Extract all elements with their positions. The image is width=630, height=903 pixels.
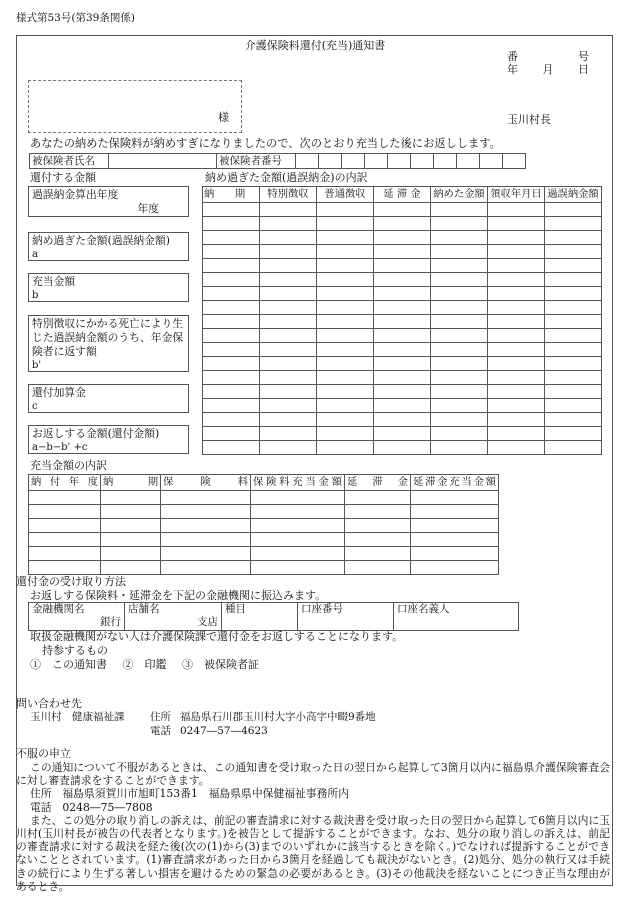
- table-cell[interactable]: [260, 371, 317, 385]
- insured-number-digit[interactable]: [388, 154, 411, 169]
- table-cell[interactable]: [431, 301, 488, 315]
- table-cell[interactable]: [545, 259, 602, 273]
- bring-items-list: [30, 658, 269, 671]
- refund-box-additional[interactable]: [28, 384, 189, 413]
- table-cell[interactable]: [161, 533, 251, 547]
- table-cell[interactable]: [345, 533, 411, 547]
- insured-number-digit[interactable]: [342, 154, 365, 169]
- objection-address-label: 住所: [30, 787, 52, 801]
- table-cell[interactable]: [203, 301, 260, 315]
- table-cell[interactable]: [411, 561, 499, 575]
- refund-box-sub: b: [32, 290, 39, 301]
- table-cell[interactable]: [411, 491, 499, 505]
- table-cell[interactable]: [29, 533, 101, 547]
- table-cell[interactable]: [411, 547, 499, 561]
- allocation-row: [29, 519, 499, 533]
- addressee-suffix: 様: [218, 111, 229, 124]
- table-cell[interactable]: [488, 301, 545, 315]
- table-cell[interactable]: [431, 315, 488, 329]
- table-cell[interactable]: [431, 343, 488, 357]
- overpaid-row: [203, 357, 602, 371]
- column-header: 延滞金充当金額: [411, 475, 499, 491]
- column-header: 納付年度: [29, 475, 101, 491]
- allocation-row: [29, 547, 499, 561]
- contact-phone: 0247―57―4623: [180, 725, 268, 737]
- branch-name-label: 店舗名: [128, 603, 160, 615]
- table-cell[interactable]: [431, 273, 488, 287]
- contact-address-label: 住所: [150, 711, 171, 723]
- table-cell[interactable]: [260, 357, 317, 371]
- table-cell[interactable]: [431, 287, 488, 301]
- overpaid-row: [203, 273, 602, 287]
- table-cell[interactable]: [488, 385, 545, 399]
- overpaid-row: [203, 217, 602, 231]
- table-cell[interactable]: [317, 231, 374, 245]
- objection-address-line: [16, 787, 610, 800]
- objection-paragraph-2: また、この処分の取り消しの訴えは、前記の審査請求に対する裁決書を受け取った日の翌日から起算して6箇月以内に玉川村(玉川村長が被告の代表者となります。)を被告として提訴することができます。なお、処分の取り消しの訴えは、前記の審査請求に対する裁決を経た後(次の(1)から(3)までのいずれかに該当するときを除く。)でなければ提訴することができないこととされています。(1)審査請求があった日から3箇月を経過しても裁決がないとき。(2)処分、処分の執行又は手続きの続行により生ずる著しい損害を避けるための緊急の必要があるとき。(3)その他裁決を経ないことにつき正当な理由があるとき。: [16, 813, 610, 893]
- table-cell[interactable]: [545, 203, 602, 217]
- table-cell[interactable]: [203, 357, 260, 371]
- table-cell[interactable]: [411, 533, 499, 547]
- table-cell[interactable]: [203, 315, 260, 329]
- insured-number-digit[interactable]: [411, 154, 434, 169]
- table-cell[interactable]: [545, 287, 602, 301]
- table-cell[interactable]: [260, 441, 317, 455]
- table-cell[interactable]: [317, 259, 374, 273]
- table-cell[interactable]: [345, 505, 411, 519]
- allocation-row: [29, 533, 499, 547]
- account-type-field[interactable]: [222, 603, 298, 631]
- table-cell[interactable]: [545, 245, 602, 259]
- table-cell[interactable]: [260, 301, 317, 315]
- table-cell[interactable]: [203, 427, 260, 441]
- table-cell[interactable]: [431, 399, 488, 413]
- table-cell[interactable]: [545, 273, 602, 287]
- table-cell[interactable]: [345, 547, 411, 561]
- table-cell[interactable]: [317, 399, 374, 413]
- table-cell[interactable]: [203, 385, 260, 399]
- table-cell[interactable]: [345, 561, 411, 575]
- table-cell[interactable]: [545, 301, 602, 315]
- form-number: 様式第53号(第39条関係): [16, 12, 135, 24]
- document-title: 介護保険料還付(充当)通知書: [244, 39, 386, 52]
- table-cell[interactable]: [488, 441, 545, 455]
- overpaid-row: [203, 329, 602, 343]
- overpaid-row: [203, 287, 602, 301]
- table-cell[interactable]: [260, 385, 317, 399]
- table-cell[interactable]: [431, 385, 488, 399]
- refund-box-sub: a: [32, 249, 38, 260]
- table-cell[interactable]: [101, 491, 161, 505]
- table-cell[interactable]: [203, 259, 260, 273]
- table-cell[interactable]: [488, 329, 545, 343]
- table-cell[interactable]: [545, 357, 602, 371]
- table-cell[interactable]: [251, 547, 345, 561]
- table-cell[interactable]: [374, 203, 431, 217]
- objection-text: [16, 761, 610, 893]
- intro-text: あなたの納めた保険料が納めすぎになりましたので、次のとおり充当した後にお返しします。: [30, 137, 501, 150]
- table-cell[interactable]: [488, 273, 545, 287]
- table-cell[interactable]: [161, 561, 251, 575]
- table-cell[interactable]: [374, 399, 431, 413]
- table-cell[interactable]: [260, 245, 317, 259]
- table-cell[interactable]: [260, 315, 317, 329]
- table-cell[interactable]: [431, 217, 488, 231]
- overpaid-row: [203, 343, 602, 357]
- table-cell[interactable]: [317, 273, 374, 287]
- table-cell[interactable]: [161, 547, 251, 561]
- overpaid-row: [203, 245, 602, 259]
- refund-box-label: お返しする金額(還付金額): [32, 427, 160, 440]
- table-cell[interactable]: [488, 357, 545, 371]
- table-cell[interactable]: [317, 371, 374, 385]
- table-cell[interactable]: [488, 343, 545, 357]
- table-cell[interactable]: [203, 399, 260, 413]
- overpaid-row: [203, 259, 602, 273]
- table-cell[interactable]: [29, 519, 101, 533]
- table-cell[interactable]: [488, 399, 545, 413]
- table-cell[interactable]: [203, 217, 260, 231]
- table-cell[interactable]: [317, 343, 374, 357]
- column-header: 納 期: [101, 475, 161, 491]
- refund-box-overpaid-amount[interactable]: [28, 232, 189, 261]
- table-cell[interactable]: [251, 561, 345, 575]
- table-cell[interactable]: [317, 329, 374, 343]
- table-cell[interactable]: [431, 259, 488, 273]
- table-cell[interactable]: [345, 491, 411, 505]
- overpaid-section-label: 納め過ぎた金額(過誤納金)の内訳: [205, 171, 368, 184]
- column-header: 保険料充当金額: [251, 475, 345, 491]
- table-cell[interactable]: [411, 505, 499, 519]
- refund-box-label: 還付加算金: [32, 386, 86, 399]
- insured-info-table: [29, 153, 526, 169]
- column-header: 保 険 料: [161, 475, 251, 491]
- column-header: 納 期: [203, 187, 260, 203]
- overpaid-row: [203, 399, 602, 413]
- table-cell[interactable]: [545, 371, 602, 385]
- table-cell[interactable]: [260, 203, 317, 217]
- table-cell[interactable]: [317, 301, 374, 315]
- table-cell[interactable]: [101, 547, 161, 561]
- table-cell[interactable]: [374, 217, 431, 231]
- overpaid-row: [203, 231, 602, 245]
- insured-number-digit[interactable]: [457, 154, 480, 169]
- document-number-date: [507, 50, 589, 76]
- table-cell[interactable]: [545, 441, 602, 455]
- table-cell[interactable]: [317, 413, 374, 427]
- table-cell[interactable]: [545, 413, 602, 427]
- table-cell[interactable]: [29, 505, 101, 519]
- table-cell[interactable]: [317, 385, 374, 399]
- table-cell[interactable]: [203, 231, 260, 245]
- column-header: 過誤納金額: [545, 187, 602, 203]
- insured-number-digit[interactable]: [296, 154, 319, 169]
- account-type-label: 種目: [225, 603, 246, 615]
- insured-number-digit[interactable]: [319, 154, 342, 169]
- table-cell[interactable]: [374, 315, 431, 329]
- account-number-field[interactable]: [298, 603, 394, 631]
- refund-box-label: 過誤納金算出年度: [32, 188, 119, 201]
- column-header: 領収年月日: [488, 187, 545, 203]
- table-cell[interactable]: [374, 259, 431, 273]
- table-cell[interactable]: [29, 547, 101, 561]
- bring-item: ① この通知書: [30, 658, 107, 671]
- insured-number-label: 被保険者番号: [217, 154, 296, 169]
- table-cell[interactable]: [203, 343, 260, 357]
- refund-box-sub: a−b−b' +c: [32, 442, 88, 453]
- table-cell[interactable]: [374, 287, 431, 301]
- table-cell[interactable]: [203, 413, 260, 427]
- table-cell[interactable]: [203, 203, 260, 217]
- table-cell[interactable]: [488, 231, 545, 245]
- branch-name-suffix: 支店: [197, 616, 218, 628]
- table-cell[interactable]: [488, 287, 545, 301]
- objection-paragraph-1: この通知について不服があるときは、この通知書を受け取った日の翌日から起算して3箇月以内に福島県介護保険審査会に対し審査請求をすることができます。: [16, 761, 610, 788]
- table-cell[interactable]: [317, 315, 374, 329]
- table-cell[interactable]: [374, 301, 431, 315]
- receive-method-description: お返しする保険料・延滞金を下記の金融機関に振込みます。: [30, 589, 327, 602]
- table-cell[interactable]: [317, 287, 374, 301]
- allocation-row: [29, 491, 499, 505]
- table-cell[interactable]: [431, 441, 488, 455]
- account-number-label: 口座番号: [301, 603, 343, 615]
- table-cell[interactable]: [374, 231, 431, 245]
- no-bank-note: 取扱金融機関がない人は介護保険課で還付金をお返しすることになります。: [30, 630, 404, 643]
- issuer-name: 玉川村長: [507, 113, 551, 126]
- table-cell[interactable]: [260, 343, 317, 357]
- branch-name-field[interactable]: [125, 603, 222, 631]
- table-cell[interactable]: [251, 491, 345, 505]
- table-cell[interactable]: [101, 505, 161, 519]
- table-cell[interactable]: [203, 287, 260, 301]
- refund-box-calc-year[interactable]: [28, 186, 189, 217]
- table-cell[interactable]: [374, 357, 431, 371]
- refund-box-total[interactable]: [28, 425, 189, 454]
- objection-phone: 0248―75―7808: [62, 800, 153, 814]
- table-cell[interactable]: [374, 329, 431, 343]
- column-header: 普通徴収: [317, 187, 374, 203]
- contact-phone-label: 電話: [150, 725, 171, 737]
- overpaid-row: [203, 371, 602, 385]
- bank-name-label: 金融機関名: [32, 603, 85, 615]
- insured-number-digit[interactable]: [480, 154, 503, 169]
- insured-number-digit[interactable]: [503, 154, 526, 169]
- table-cell[interactable]: [203, 245, 260, 259]
- table-cell[interactable]: [203, 273, 260, 287]
- overpaid-row: [203, 385, 602, 399]
- table-cell[interactable]: [374, 413, 431, 427]
- table-cell[interactable]: [29, 491, 101, 505]
- table-cell[interactable]: [374, 427, 431, 441]
- table-cell[interactable]: [317, 441, 374, 455]
- refund-box-label: 特別徴収にかかる死亡により生じた過誤納金額のうち、年金保険者に返す額: [32, 317, 184, 358]
- objection-phone-label: 電話: [30, 800, 52, 814]
- table-cell[interactable]: [545, 343, 602, 357]
- table-cell[interactable]: [161, 491, 251, 505]
- refund-box-label: 納め過ぎた金額(過誤納金額): [32, 234, 170, 247]
- refund-box-pension-return[interactable]: [28, 315, 189, 372]
- table-cell[interactable]: [488, 245, 545, 259]
- bring-item: ③ 被保険者証: [182, 658, 259, 671]
- table-cell[interactable]: [488, 259, 545, 273]
- table-cell[interactable]: [260, 273, 317, 287]
- bank-name-field[interactable]: [29, 603, 125, 631]
- overpaid-row: [203, 441, 602, 455]
- allocation-section-label: 充当金額の内訳: [30, 459, 107, 472]
- table-cell[interactable]: [317, 203, 374, 217]
- refund-box-sub: c: [32, 401, 38, 412]
- contact-heading: 問い合わせ先: [16, 697, 82, 710]
- table-cell[interactable]: [374, 273, 431, 287]
- table-cell[interactable]: [488, 413, 545, 427]
- table-cell[interactable]: [488, 203, 545, 217]
- table-cell[interactable]: [203, 329, 260, 343]
- account-holder-label: 口座名義人: [397, 603, 450, 615]
- table-cell[interactable]: [545, 217, 602, 231]
- table-cell[interactable]: [431, 357, 488, 371]
- objection-phone-line: [16, 801, 610, 814]
- table-cell[interactable]: [161, 519, 251, 533]
- table-cell[interactable]: [317, 427, 374, 441]
- table-cell[interactable]: [431, 371, 488, 385]
- overpaid-breakdown-table: [202, 186, 602, 455]
- refund-box-allocated-amount[interactable]: [28, 273, 189, 302]
- bank-name-suffix: 銀行: [100, 616, 121, 628]
- table-cell[interactable]: [488, 217, 545, 231]
- contact-address: 福島県石川郡玉川村大字小高字中畷9番地: [180, 711, 376, 723]
- table-cell[interactable]: [431, 231, 488, 245]
- table-cell[interactable]: [260, 413, 317, 427]
- table-cell[interactable]: [260, 259, 317, 273]
- account-holder-field[interactable]: [394, 603, 519, 631]
- table-cell[interactable]: [317, 245, 374, 259]
- table-cell[interactable]: [545, 399, 602, 413]
- table-cell[interactable]: [317, 357, 374, 371]
- table-cell[interactable]: [203, 371, 260, 385]
- objection-address: 福島県須賀川市旭町153番1 福島県県中保健福祉事務所内: [62, 787, 349, 801]
- table-cell[interactable]: [545, 385, 602, 399]
- table-cell[interactable]: [260, 217, 317, 231]
- table-cell[interactable]: [260, 287, 317, 301]
- table-cell[interactable]: [374, 343, 431, 357]
- allocation-row: [29, 561, 499, 575]
- table-cell[interactable]: [260, 427, 317, 441]
- date-year: 年: [507, 63, 518, 76]
- overpaid-row: [203, 203, 602, 217]
- allocation-breakdown-table: [28, 474, 499, 575]
- overpaid-header-row: [203, 187, 602, 203]
- table-cell[interactable]: [545, 427, 602, 441]
- column-header: 特別徴収: [260, 187, 317, 203]
- doc-no-ban: 番: [507, 50, 518, 63]
- column-header: 納めた金額: [431, 187, 488, 203]
- table-cell[interactable]: [251, 519, 345, 533]
- date-month: 月: [542, 63, 554, 76]
- date-day: 日: [578, 63, 589, 76]
- table-cell[interactable]: [431, 413, 488, 427]
- table-cell[interactable]: [411, 519, 499, 533]
- contact-phone-line: [150, 725, 268, 738]
- table-cell[interactable]: [488, 315, 545, 329]
- table-cell[interactable]: [431, 329, 488, 343]
- insured-name-field[interactable]: [109, 154, 217, 169]
- addressee-box[interactable]: [28, 80, 242, 133]
- table-cell[interactable]: [488, 427, 545, 441]
- overpaid-row: [203, 413, 602, 427]
- table-cell[interactable]: [431, 203, 488, 217]
- table-cell[interactable]: [161, 505, 251, 519]
- bring-item: ② 印鑑: [122, 658, 167, 671]
- table-cell[interactable]: [101, 519, 161, 533]
- column-header: 延 滞 金: [345, 475, 411, 491]
- table-cell[interactable]: [101, 533, 161, 547]
- overpaid-row: [203, 301, 602, 315]
- table-cell[interactable]: [251, 533, 345, 547]
- table-cell[interactable]: [29, 561, 101, 575]
- table-cell[interactable]: [545, 231, 602, 245]
- insured-name-label: 被保険者氏名: [30, 154, 109, 169]
- table-cell[interactable]: [374, 371, 431, 385]
- objection-heading: 不服の申立: [16, 747, 71, 760]
- doc-no-go: 号: [578, 50, 589, 63]
- allocation-row: [29, 505, 499, 519]
- table-cell[interactable]: [488, 371, 545, 385]
- table-cell[interactable]: [101, 561, 161, 575]
- table-cell[interactable]: [374, 385, 431, 399]
- refund-box-label: 充当金額: [32, 275, 76, 288]
- receive-method-heading: 還付金の受け取り方法: [16, 575, 126, 588]
- refund-section-label: 還付する金額: [30, 171, 96, 184]
- refund-box-sub: b': [32, 360, 42, 371]
- table-cell[interactable]: [260, 231, 317, 245]
- refund-box-sub: 年度: [137, 202, 159, 215]
- table-cell[interactable]: [260, 329, 317, 343]
- table-cell[interactable]: [545, 315, 602, 329]
- table-cell[interactable]: [374, 441, 431, 455]
- bring-items-title: 持参するもの: [42, 644, 108, 657]
- table-cell[interactable]: [545, 329, 602, 343]
- insured-number-digit[interactable]: [434, 154, 457, 169]
- table-cell[interactable]: [431, 245, 488, 259]
- overpaid-row: [203, 427, 602, 441]
- column-header: 延 滞 金: [374, 187, 431, 203]
- insured-number-digit[interactable]: [365, 154, 388, 169]
- table-cell[interactable]: [317, 217, 374, 231]
- table-cell[interactable]: [203, 441, 260, 455]
- table-cell[interactable]: [431, 427, 488, 441]
- bank-account-table: [28, 602, 519, 631]
- overpaid-row: [203, 315, 602, 329]
- table-cell[interactable]: [374, 245, 431, 259]
- table-cell[interactable]: [345, 519, 411, 533]
- table-cell[interactable]: [251, 505, 345, 519]
- allocation-header-row: [29, 475, 499, 491]
- contact-office: 玉川村 健康福祉課: [30, 711, 125, 723]
- contact-address-line: [30, 711, 376, 724]
- table-cell[interactable]: [260, 399, 317, 413]
